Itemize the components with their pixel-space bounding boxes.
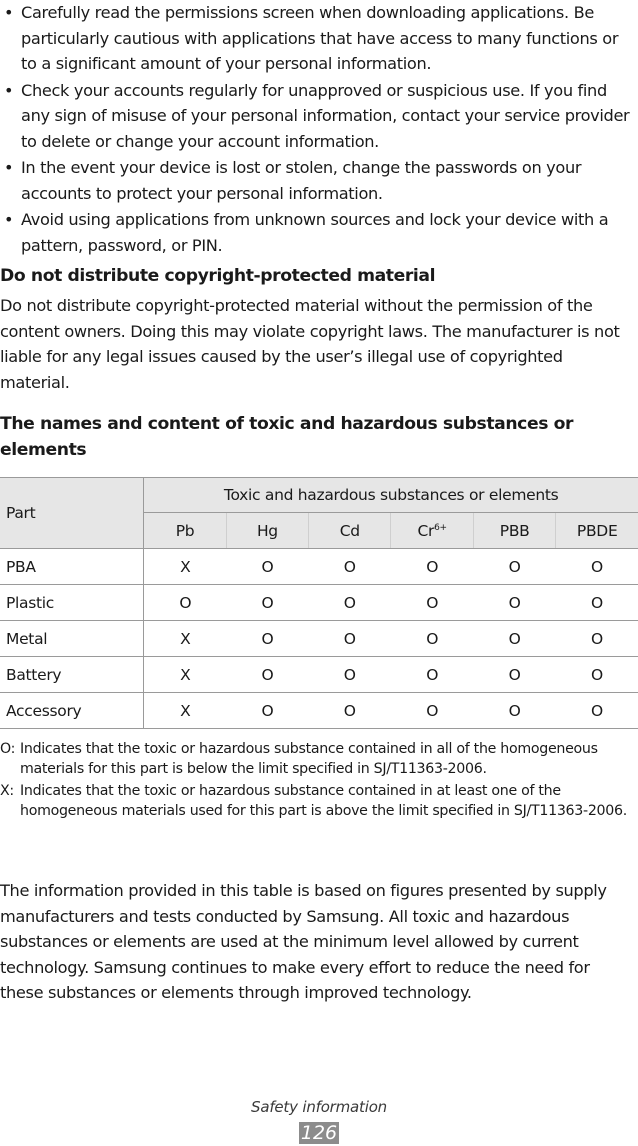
closing-paragraph: The information provided in this table is based on figures presented by supply manufacturers and tests conducted by Samsung. All toxic and hazardous substances or elements are used at the minimum level allowed by current technology. Samsung continues to make every effort to reduce the need for these substances or elements through improved technology. — [0, 881, 607, 1002]
table-row: Battery X O O O O O — [0, 657, 638, 693]
copyright-body: Do not distribute copyright-protected material without the permission of the content owners. Doing this may violate copyright laws. The manufacturer is not liable for any legal issues caused by the user’s illegal use of copyrighted material. — [0, 296, 620, 392]
table-row: PBA X O O O O O — [0, 549, 638, 585]
table-row: Metal X O O O O O — [0, 621, 638, 657]
copyright-heading: Do not distribute copyright-protected material — [0, 266, 436, 286]
note-x: X: Indicates that the toxic or hazardous substance contained in at least one of the homogeneous materials used for this part is above the limit specified in SJ/T11363-2006. — [0, 783, 627, 819]
part-header: Part — [0, 478, 144, 549]
bullet-item: • Avoid using applications from unknown sources and lock your device with a pattern, password, or PIN. — [0, 207, 636, 258]
bullet-item: • Check your accounts regularly for unapproved or suspicious use. If you find any sign of misuse of your personal information, contact your service provider to delete or change your account information. — [0, 78, 636, 155]
toxic-heading: The names and content of toxic and hazardous substances or elements — [0, 414, 574, 460]
table-row: Accessory X O O O O O — [0, 693, 638, 729]
bullet-item: • In the event your device is lost or stolen, change the passwords on your accounts to protect your personal information. — [0, 155, 636, 206]
column-header: PBDE — [556, 513, 638, 549]
note-o: O: Indicates that the toxic or hazardous substance contained in all of the homogeneous materials for this part is below the limit specified in SJ/T11363-2006. — [0, 741, 598, 777]
column-header-cr: $Cr^{6+}$ — [391, 513, 473, 549]
bullet-item: • Carefully read the permissions screen when downloading applications. Be particularly cautious with applications that have access to many functions or to a significant amount of your personal information. — [0, 0, 636, 77]
substances-table — [0, 477, 638, 729]
table-row: Plastic O O O O O O — [0, 585, 638, 621]
group-header: Toxic and hazardous substances or elements — [144, 478, 638, 513]
column-header: PBB — [473, 513, 555, 549]
page-number: 126 — [300, 1122, 338, 1144]
privacy-bullet-list — [0, 0, 636, 258]
table-notes — [0, 740, 636, 824]
bullet-marker: • — [4, 210, 14, 229]
column-header: Hg — [226, 513, 308, 549]
section-label: Safety information — [251, 1098, 387, 1116]
column-header: Pb — [144, 513, 226, 549]
bullet-marker: • — [4, 80, 14, 100]
column-header: Cd — [309, 513, 391, 549]
bullet-marker: • — [4, 3, 14, 22]
bullet-marker: • — [4, 158, 14, 177]
